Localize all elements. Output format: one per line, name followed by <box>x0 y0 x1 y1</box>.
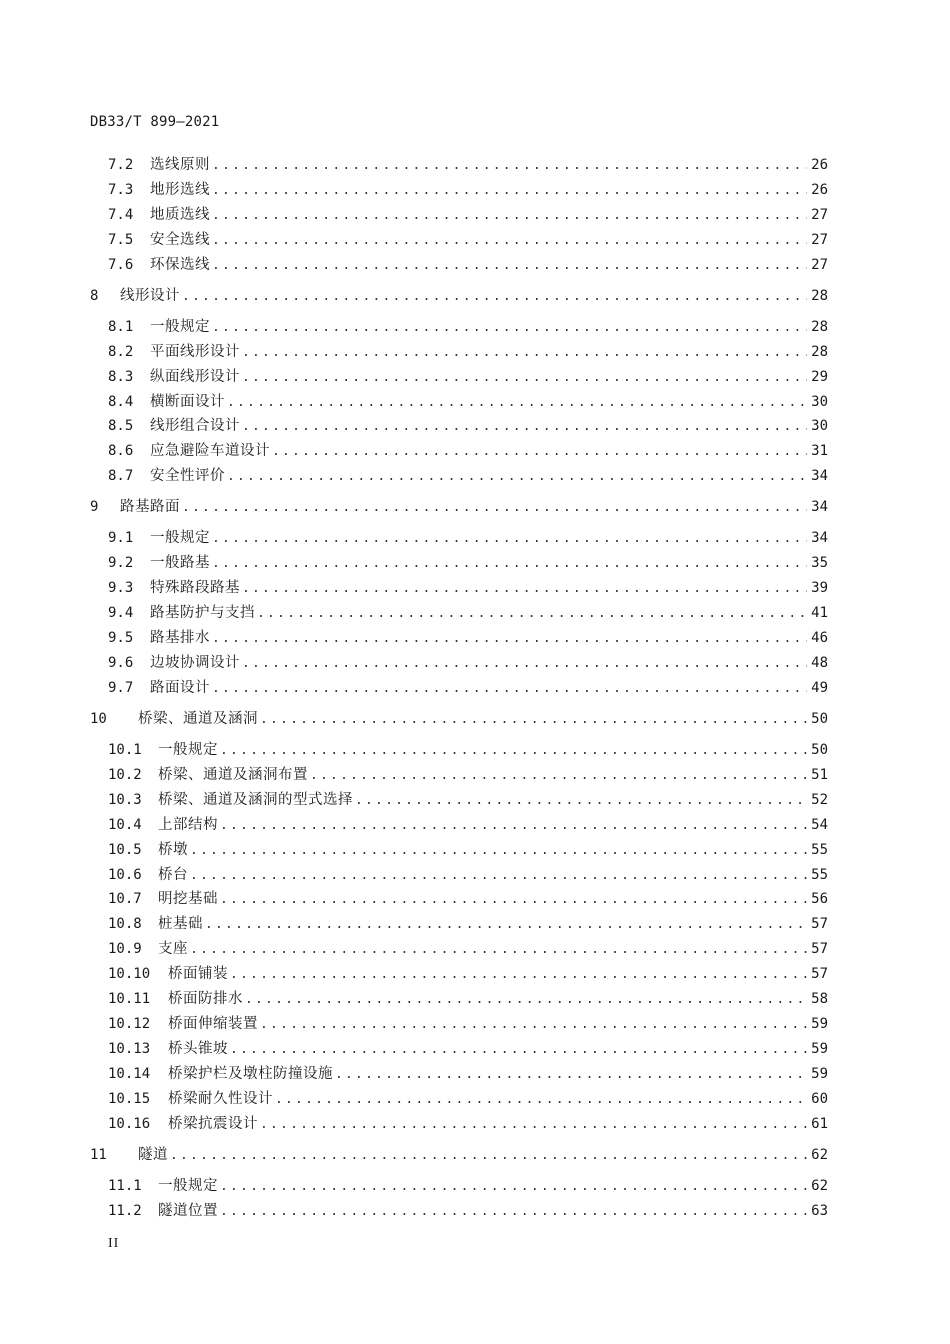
toc-dot-leader <box>220 1202 807 1222</box>
toc-entry-page: 48 <box>811 654 828 671</box>
toc-section-entry[interactable] <box>108 678 828 698</box>
toc-entry-number: 8.5 <box>108 418 134 435</box>
toc-entry-title: 路基排水 <box>150 630 210 646</box>
toc-entry-number: 8.6 <box>108 443 134 460</box>
toc-entry-number: 8.2 <box>108 343 134 360</box>
toc-entry-title: 桥梁、通道及涵洞 <box>138 710 258 727</box>
toc-entry-title: 平面线形设计 <box>150 343 240 360</box>
toc-entry-number: 10.14 <box>108 1065 151 1082</box>
toc-dot-leader <box>205 915 807 935</box>
toc-entry-page: 57 <box>811 966 828 983</box>
toc-dot-leader <box>212 629 807 649</box>
toc-entry-number: 11.2 <box>108 1202 142 1219</box>
toc-section-entry[interactable] <box>108 740 828 760</box>
toc-dot-leader <box>212 554 807 574</box>
toc-entry-title: 桥梁耐久性设计 <box>168 1090 273 1107</box>
toc-dot-leader <box>220 890 807 910</box>
toc-entry-number: 10.3 <box>108 791 142 808</box>
toc-entry-number: 10 <box>90 710 107 727</box>
toc-dot-leader <box>170 1146 807 1166</box>
toc-entry-number: 10.1 <box>108 742 142 758</box>
toc-entry-page: 51 <box>811 766 828 783</box>
toc-chapter-entry[interactable] <box>90 497 828 517</box>
toc-entry-number: 9 <box>90 499 99 516</box>
toc-entry-page: 34 <box>811 530 828 547</box>
toc-entry-page: 61 <box>811 1115 828 1132</box>
toc-entry-page: 35 <box>811 555 828 572</box>
toc-entry-number: 10.12 <box>108 1015 151 1032</box>
toc-section-entry[interactable] <box>108 1014 828 1034</box>
toc-entry-title: 路基路面 <box>120 499 180 516</box>
toc-entry-title: 一般规定 <box>150 318 210 335</box>
toc-entry-title: 桥墩 <box>158 841 188 858</box>
toc-entry-page: 39 <box>811 580 828 597</box>
toc-entry-title: 地形选线 <box>150 181 210 198</box>
toc-entry-title: 桥梁护栏及墩柱防撞设施 <box>168 1065 333 1082</box>
toc-section-entry[interactable] <box>108 205 828 225</box>
toc-entry-number: 10.15 <box>108 1090 151 1107</box>
toc-entry-number: 7.5 <box>108 231 134 248</box>
toc-section-entry[interactable] <box>108 1039 828 1059</box>
toc-entry-page: 26 <box>811 157 828 173</box>
toc-entry-title: 一般规定 <box>158 742 218 758</box>
toc-chapter-entry[interactable] <box>90 286 828 306</box>
toc-entry-title: 桥梁、通道及涵洞布置 <box>158 766 308 783</box>
toc-entry-page: 27 <box>811 256 828 273</box>
toc-entry-title: 特殊路段路基 <box>150 580 240 597</box>
toc-section-entry[interactable] <box>108 914 828 934</box>
toc-section-entry[interactable] <box>108 578 828 598</box>
toc-section-entry[interactable] <box>108 840 828 860</box>
toc-entry-title: 安全性评价 <box>150 468 225 485</box>
toc-entry-title: 桥梁抗震设计 <box>168 1115 258 1132</box>
toc-entry-page: 59 <box>811 1040 828 1057</box>
toc-dot-leader <box>182 287 807 307</box>
toc-section-entry[interactable] <box>108 255 828 275</box>
toc-dot-leader <box>245 990 807 1010</box>
toc-section-entry[interactable] <box>108 392 828 412</box>
toc-dot-leader <box>212 318 807 338</box>
toc-dot-leader <box>190 940 807 960</box>
toc-dot-leader <box>190 841 807 861</box>
toc-dot-leader <box>335 1065 807 1085</box>
toc-section-entry[interactable] <box>108 939 828 959</box>
toc-dot-leader <box>257 604 807 624</box>
toc-entry-number: 11.1 <box>108 1177 142 1194</box>
toc-entry-number: 8.7 <box>108 468 134 485</box>
toc-entry-page: 29 <box>811 368 828 385</box>
toc-entry-title: 支座 <box>158 941 188 958</box>
toc-entry-page: 50 <box>811 742 828 758</box>
toc-dot-leader <box>190 866 807 886</box>
toc-section-entry[interactable] <box>108 790 828 810</box>
toc-entry-number: 9.6 <box>108 654 134 671</box>
toc-section-entry[interactable] <box>108 553 828 573</box>
toc-entry-page: 28 <box>811 287 828 304</box>
toc-section-entry[interactable] <box>108 765 828 785</box>
toc-section-entry[interactable] <box>108 466 828 486</box>
toc-section-entry[interactable] <box>108 628 828 648</box>
toc-entry-number: 8.4 <box>108 393 134 410</box>
toc-entry-number: 8 <box>90 287 99 304</box>
toc-section-entry[interactable] <box>108 230 828 250</box>
toc-entry-number: 10.13 <box>108 1040 151 1057</box>
toc-entry-page: 55 <box>811 841 828 858</box>
toc-dot-leader <box>242 368 807 388</box>
toc-section-entry[interactable] <box>108 603 828 623</box>
toc-dot-leader <box>230 965 807 985</box>
toc-section-entry[interactable] <box>108 815 828 835</box>
toc-entry-title: 边坡协调设计 <box>150 654 240 671</box>
toc-entry-page: 28 <box>811 318 828 335</box>
toc-entry-number: 10.6 <box>108 866 142 883</box>
toc-entry-page: 59 <box>811 1015 828 1032</box>
toc-entry-title: 路基防护与支挡 <box>150 605 255 622</box>
toc-entry-title: 桩基础 <box>158 916 203 933</box>
toc-dot-leader <box>212 679 807 699</box>
toc-entry-title: 选线原则 <box>150 157 210 173</box>
toc-section-entry[interactable] <box>108 865 828 885</box>
toc-dot-leader <box>212 256 807 276</box>
toc-section-entry[interactable] <box>108 155 828 175</box>
toc-entry-number: 9.4 <box>108 605 134 622</box>
toc-entry-page: 62 <box>811 1177 828 1194</box>
toc-entry-page: 27 <box>811 206 828 223</box>
toc-dot-leader <box>212 181 807 201</box>
toc-entry-number: 9.1 <box>108 530 134 547</box>
toc-entry-page: 57 <box>811 916 828 933</box>
toc-entry-page: 52 <box>811 791 828 808</box>
toc-dot-leader <box>260 710 807 730</box>
toc-entry-page: 62 <box>811 1146 828 1163</box>
toc-dot-leader <box>212 156 807 176</box>
toc-dot-leader <box>212 529 807 549</box>
toc-entry-number: 7.4 <box>108 206 134 223</box>
toc-entry-title: 地质选线 <box>150 206 210 223</box>
toc-entry-number: 9.2 <box>108 555 134 572</box>
toc-entry-number: 10.4 <box>108 816 142 833</box>
toc-section-entry[interactable] <box>108 180 828 200</box>
toc-entry-page: 56 <box>811 891 828 908</box>
toc-entry-title: 隧道位置 <box>158 1202 218 1219</box>
toc-dot-leader <box>227 393 807 413</box>
toc-dot-leader <box>275 1090 807 1110</box>
toc-entry-page: 31 <box>811 443 828 460</box>
toc-entry-page: 58 <box>811 991 828 1007</box>
toc-entry-number: 10.16 <box>108 1115 151 1132</box>
toc-entry-page: 34 <box>811 499 828 516</box>
toc-entry-page: 46 <box>811 630 828 646</box>
toc-dot-leader <box>310 766 807 786</box>
toc-dot-leader <box>355 791 807 811</box>
toc-section-entry[interactable] <box>108 342 828 362</box>
toc-section-entry[interactable] <box>108 317 828 337</box>
toc-dot-leader <box>220 816 807 836</box>
toc-entry-title: 隧道 <box>138 1146 168 1163</box>
toc-entry-number: 7.3 <box>108 181 134 198</box>
toc-entry-number: 11 <box>90 1146 107 1163</box>
toc-dot-leader <box>242 579 807 599</box>
toc-entry-number: 10.11 <box>108 991 151 1007</box>
toc-entry-title: 路面设计 <box>150 679 210 696</box>
toc-entry-title: 上部结构 <box>158 816 218 833</box>
toc-entry-number: 10.7 <box>108 891 142 908</box>
toc-entry-page: 60 <box>811 1090 828 1107</box>
toc-section-entry[interactable] <box>108 367 828 387</box>
toc-entry-page: 63 <box>811 1202 828 1219</box>
toc-dot-leader <box>212 231 807 251</box>
toc-entry-page: 41 <box>811 605 828 622</box>
toc-entry-title: 安全选线 <box>150 231 210 248</box>
toc-entry-title: 桥梁、通道及涵洞的型式选择 <box>158 791 353 808</box>
toc-dot-leader <box>272 442 807 462</box>
toc-entry-title: 应急避险车道设计 <box>150 443 270 460</box>
toc-entry-title: 桥头锥坡 <box>168 1040 228 1057</box>
toc-section-entry[interactable] <box>108 889 828 909</box>
toc-chapter-entry[interactable] <box>90 709 828 729</box>
toc-section-entry[interactable] <box>108 441 828 461</box>
toc-entry-page: 57 <box>811 941 828 958</box>
toc-entry-page: 30 <box>811 393 828 410</box>
toc-dot-leader <box>242 417 807 437</box>
toc-entry-page: 50 <box>811 710 828 727</box>
toc-entry-number: 9.3 <box>108 580 134 597</box>
toc-entry-title: 桥面铺装 <box>168 966 228 983</box>
document-code-header: DB33/T 899—2021 <box>90 114 220 130</box>
toc-entry-page: 55 <box>811 866 828 883</box>
page-number-footer: II <box>108 1236 120 1251</box>
toc-section-entry[interactable] <box>108 1089 828 1109</box>
toc-entry-number: 10.5 <box>108 841 142 858</box>
toc-dot-leader <box>182 498 807 518</box>
toc-entry-page: 54 <box>811 816 828 833</box>
toc-section-entry[interactable] <box>108 989 828 1009</box>
toc-entry-number: 7.6 <box>108 256 134 273</box>
toc-entry-title: 纵面线形设计 <box>150 368 240 385</box>
toc-section-entry[interactable] <box>108 1064 828 1084</box>
toc-entry-page: 27 <box>811 231 828 248</box>
toc-entry-title: 桥面伸缩装置 <box>168 1015 258 1032</box>
toc-entry-title: 横断面设计 <box>150 393 225 410</box>
toc-entry-title: 一般路基 <box>150 555 210 572</box>
toc-entry-page: 59 <box>811 1065 828 1082</box>
toc-entry-title: 桥面防排水 <box>168 991 243 1007</box>
toc-entry-number: 8.1 <box>108 318 134 335</box>
toc-section-entry[interactable] <box>108 653 828 673</box>
toc-entry-page: 34 <box>811 468 828 485</box>
toc-entry-title: 线形组合设计 <box>150 418 240 435</box>
toc-chapter-entry[interactable] <box>90 1145 828 1165</box>
toc-dot-leader <box>242 654 807 674</box>
toc-section-entry[interactable] <box>108 1176 828 1196</box>
toc-entry-page: 26 <box>811 181 828 198</box>
toc-dot-leader <box>260 1115 807 1135</box>
toc-entry-number: 10.8 <box>108 916 142 933</box>
toc-dot-leader <box>260 1015 807 1035</box>
toc-dot-leader <box>212 206 807 226</box>
toc-entry-number: 10.9 <box>108 941 142 958</box>
toc-dot-leader <box>220 741 807 761</box>
toc-entry-page: 30 <box>811 418 828 435</box>
toc-dot-leader <box>230 1040 807 1060</box>
toc-entry-number: 7.2 <box>108 157 134 173</box>
toc-entry-page: 49 <box>811 679 828 696</box>
toc-entry-number: 8.3 <box>108 368 134 385</box>
toc-entry-title: 桥台 <box>158 866 188 883</box>
toc-entry-title: 环保选线 <box>150 256 210 273</box>
toc-section-entry[interactable] <box>108 1114 828 1134</box>
toc-entry-number: 10.2 <box>108 766 142 783</box>
toc-entry-page: 28 <box>811 343 828 360</box>
toc-entry-number: 10.10 <box>108 966 151 983</box>
toc-dot-leader <box>220 1177 807 1197</box>
toc-section-entry[interactable] <box>108 1201 828 1221</box>
toc-section-entry[interactable] <box>108 528 828 548</box>
toc-entry-number: 9.5 <box>108 630 134 646</box>
toc-entry-number: 9.7 <box>108 679 134 696</box>
toc-entry-title: 一般规定 <box>150 530 210 547</box>
toc-section-entry[interactable] <box>108 416 828 436</box>
toc-dot-leader <box>227 467 807 487</box>
toc-entry-title: 明挖基础 <box>158 891 218 908</box>
toc-entry-title: 一般规定 <box>158 1177 218 1194</box>
toc-dot-leader <box>242 343 807 363</box>
toc-entry-title: 线形设计 <box>120 287 180 304</box>
toc-section-entry[interactable] <box>108 964 828 984</box>
